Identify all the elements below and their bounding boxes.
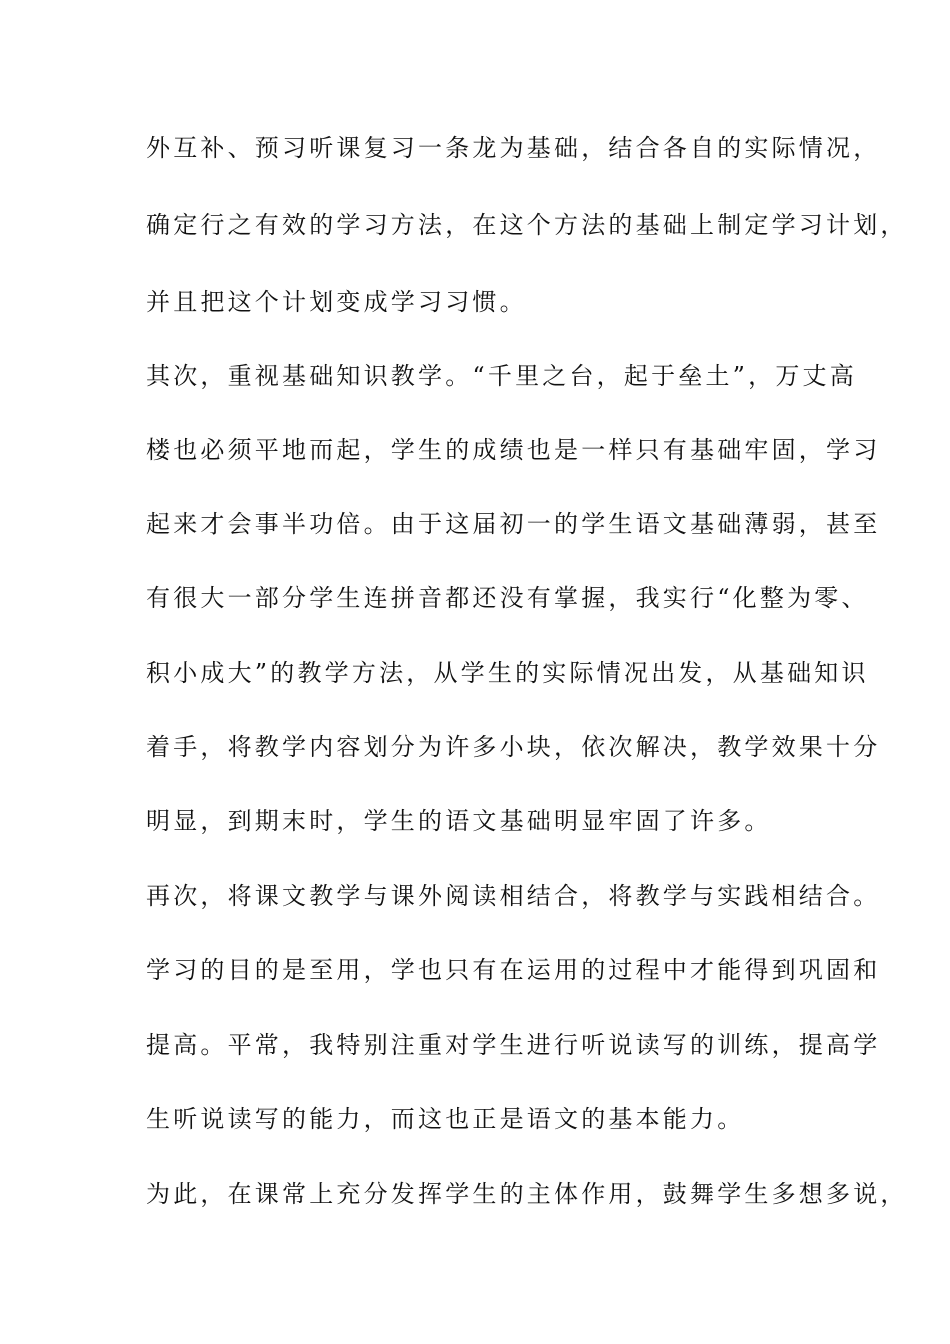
text-line: 生听说读写的能力，而这也正是语文的基本能力。 <box>146 1105 745 1133</box>
text-line: 着手，将教学内容划分为许多小块，依次解决，教学效果十分 <box>146 733 881 761</box>
text-line: 有很大一部分学生连拼音都还没有掌握，我实行“化整为零、 <box>146 584 869 612</box>
text-line: 其次，重视基础知识教学。“千里之台，起于垒土”，万丈高 <box>146 362 857 390</box>
text-line: 楼也必须平地而起，学生的成绩也是一样只有基础牢固，学习 <box>146 436 881 464</box>
text-line: 并且把这个计划变成学习习惯。 <box>146 288 527 316</box>
text-line: 再次，将课文教学与课外阅读相结合，将教学与实践相结合。 <box>146 882 881 910</box>
text-line: 学习的目的是至用，学也只有在运用的过程中才能得到巩固和 <box>146 956 881 984</box>
text-line: 确定行之有效的学习方法，在这个方法的基础上制定学习计划， <box>146 211 908 239</box>
text-line: 外互补、预习听课复习一条龙为基础，结合各自的实际情况， <box>146 134 881 162</box>
text-line: 为此，在课常上充分发挥学生的主体作用，鼓舞学生多想多说， <box>146 1180 908 1208</box>
text-line: 积小成大”的教学方法，从学生的实际情况出发，从基础知识 <box>146 659 869 687</box>
text-line: 提高。平常，我特别注重对学生进行听说读写的训练，提高学 <box>146 1031 881 1059</box>
text-line: 明显，到期末时，学生的语文基础明显牢固了许多。 <box>146 807 772 835</box>
text-line: 起来才会事半功倍。由于这届初一的学生语文基础薄弱，甚至 <box>146 510 881 538</box>
